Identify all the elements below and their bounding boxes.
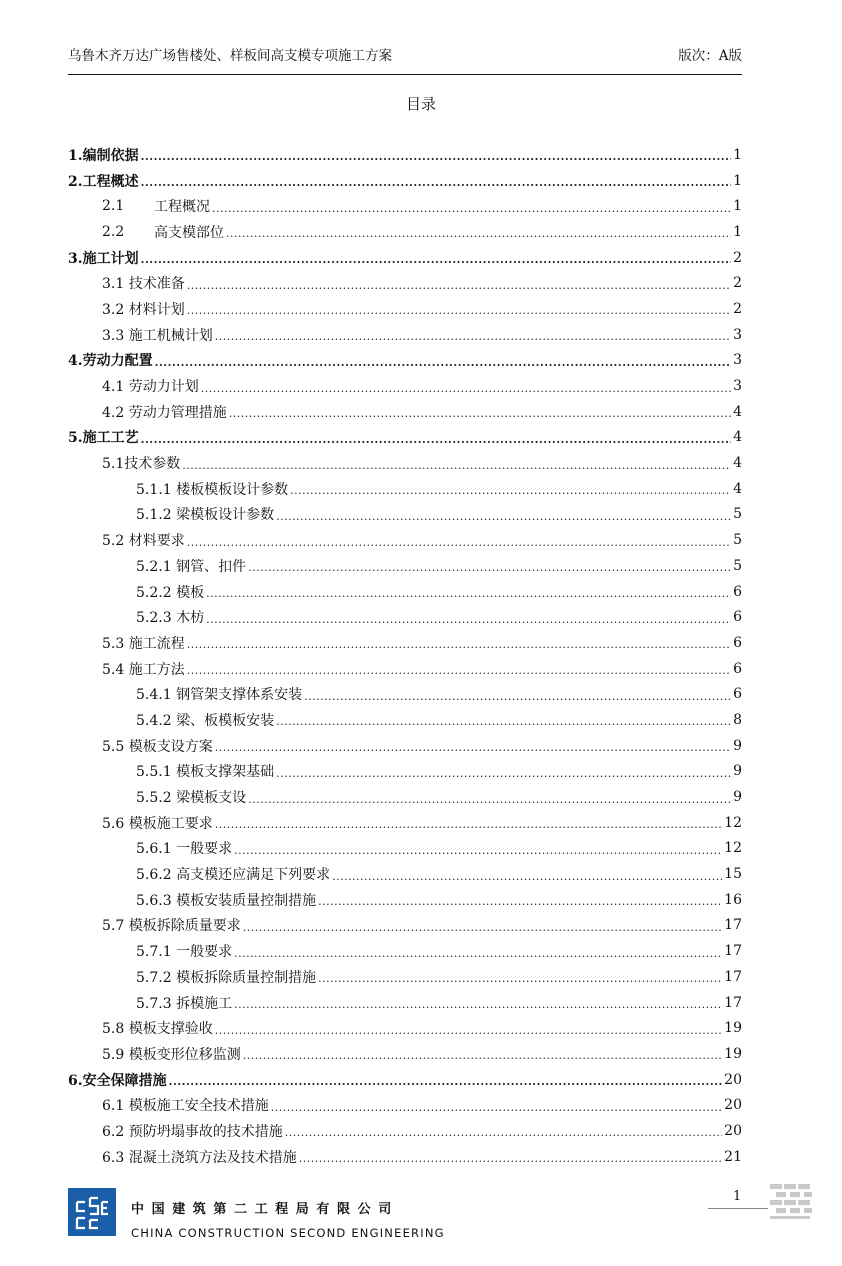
- toc-dot-leader: [290, 484, 731, 497]
- toc-entry[interactable]: [68, 502, 742, 528]
- toc-entry-page: 4: [733, 403, 742, 420]
- toc-entry-page: 8: [733, 711, 742, 728]
- toc-dot-leader: [141, 150, 731, 163]
- toc-entry-label: 高支模部位: [154, 224, 224, 241]
- toc-entry-label: 6.2 预防坍塌事故的技术措施: [102, 1123, 283, 1140]
- toc-entry-page: 6: [733, 583, 742, 600]
- toc-entry-label: 5.施工工艺: [68, 430, 139, 447]
- toc-dot-leader: [187, 304, 731, 317]
- toc-entry-page: 3: [733, 378, 742, 395]
- company-name-cn: 中国建筑第二工程局有限公司: [131, 1202, 399, 1217]
- toc-entry[interactable]: [68, 1092, 742, 1118]
- toc-dot-leader: [141, 253, 731, 266]
- toc-entry-label: 5.6.1 一般要求: [136, 841, 233, 858]
- toc-entry[interactable]: [68, 604, 742, 630]
- toc-entry[interactable]: [68, 707, 742, 733]
- toc-entry-label: 4.劳动力配置: [68, 353, 153, 370]
- toc-dot-leader: [229, 407, 731, 420]
- toc-heading: 目录: [405, 95, 436, 113]
- toc-entry[interactable]: [68, 399, 742, 425]
- toc-entry[interactable]: [68, 142, 742, 168]
- toc-entry[interactable]: [68, 425, 742, 451]
- header-divider: [68, 74, 742, 75]
- toc-entry[interactable]: [68, 887, 742, 913]
- toc-entry[interactable]: [68, 579, 742, 605]
- toc-entry-page: 3: [733, 326, 742, 343]
- toc-entry-page: 6: [733, 686, 742, 703]
- toc-dot-leader: [169, 1075, 723, 1088]
- toc-entry[interactable]: [68, 656, 742, 682]
- toc-entry-page: 4: [733, 455, 742, 472]
- toc-entry[interactable]: [68, 1015, 742, 1041]
- toc-entry-label: 2.工程概述: [68, 173, 139, 190]
- toc-entry[interactable]: [68, 1118, 742, 1144]
- toc-entry[interactable]: [68, 296, 742, 322]
- page-number: 1: [733, 1189, 742, 1204]
- toc-entry-label: 5.1.1 楼板模板设计参数: [136, 481, 289, 498]
- toc-entry[interactable]: [68, 836, 742, 862]
- toc-dot-leader: [318, 895, 722, 908]
- toc-entry-label: 1.编制依据: [68, 147, 139, 164]
- toc-entry[interactable]: [68, 553, 742, 579]
- toc-dot-leader: [276, 767, 731, 780]
- toc-dot-leader: [155, 356, 731, 369]
- toc-entry-page: 2: [733, 275, 742, 292]
- toc-entry-label: 5.6.3 模板安装质量控制措施: [136, 892, 317, 909]
- table-of-contents: [68, 142, 742, 1170]
- toc-dot-leader: [215, 818, 722, 831]
- toc-entry-label: 5.5.2 梁模板支设: [136, 790, 247, 807]
- toc-entry-label: 5.5 模板支设方案: [102, 738, 213, 755]
- toc-entry-page: 19: [724, 1045, 742, 1062]
- toc-dot-leader: [271, 1101, 722, 1114]
- toc-entry-label: 5.1技术参数: [102, 456, 181, 473]
- toc-entry[interactable]: [68, 784, 742, 810]
- toc-entry-page: 17: [724, 968, 742, 985]
- toc-entry-page: 6: [733, 634, 742, 651]
- toc-entry-label: 6.1 模板施工安全技术措施: [102, 1098, 269, 1115]
- toc-entry[interactable]: [68, 322, 742, 348]
- toc-entry[interactable]: [68, 861, 742, 887]
- toc-dot-leader: [187, 536, 731, 549]
- toc-dot-leader: [248, 793, 731, 806]
- toc-entry-page: 6: [733, 609, 742, 626]
- toc-dot-leader: [243, 1049, 722, 1062]
- toc-entry-label: 5.6.2 高支模还应满足下列要求: [136, 867, 331, 884]
- toc-dot-leader: [226, 227, 731, 240]
- toc-entry-label: 5.8 模板支撑验收: [102, 1021, 213, 1038]
- toc-dot-leader: [276, 715, 731, 728]
- toc-entry-label: 5.2.3 木枋: [136, 610, 205, 627]
- toc-entry-label: 5.7 模板拆除质量要求: [102, 918, 241, 935]
- toc-dot-leader: [299, 1152, 722, 1165]
- toc-entry[interactable]: [68, 373, 742, 399]
- toc-entry[interactable]: [68, 348, 742, 374]
- toc-dot-leader: [206, 587, 731, 600]
- toc-entry[interactable]: [68, 270, 742, 296]
- toc-entry-label: 5.7.2 模板拆除质量控制措施: [136, 969, 317, 986]
- toc-entry-label: 6.安全保障措施: [68, 1072, 167, 1089]
- toc-dot-leader: [234, 998, 722, 1011]
- decorative-stripes-icon: [768, 1182, 814, 1226]
- toc-entry-page: 17: [724, 943, 742, 960]
- toc-entry-page: 21: [724, 1148, 742, 1165]
- toc-dot-leader: [243, 921, 722, 934]
- toc-entry[interactable]: [68, 527, 742, 553]
- toc-entry-label: 5.7.3 拆模施工: [136, 995, 233, 1012]
- toc-dot-leader: [234, 947, 722, 960]
- toc-entry-page: 19: [724, 1020, 742, 1037]
- toc-entry-label: 5.7.1 一般要求: [136, 944, 233, 961]
- toc-entry[interactable]: [68, 193, 742, 219]
- toc-entry-page: 1: [733, 223, 742, 240]
- toc-entry[interactable]: [68, 681, 742, 707]
- toc-dot-leader: [234, 844, 722, 857]
- toc-entry-page: 15: [724, 866, 742, 883]
- toc-entry-label: 6.3 混凝土浇筑方法及技术措施: [102, 1149, 297, 1166]
- toc-entry-page: 20: [724, 1071, 742, 1088]
- toc-entry-number: 2.1: [102, 198, 125, 215]
- toc-entry-page: 17: [724, 917, 742, 934]
- toc-entry-page: 20: [724, 1097, 742, 1114]
- toc-entry-page: 5: [733, 557, 742, 574]
- toc-entry-label: 5.4.2 梁、板模板安装: [136, 712, 275, 729]
- toc-entry-page: 12: [724, 814, 742, 831]
- toc-entry-label: 5.6 模板施工要求: [102, 815, 213, 832]
- toc-entry[interactable]: [68, 476, 742, 502]
- toc-dot-leader: [182, 459, 731, 472]
- toc-dot-leader: [141, 176, 731, 189]
- toc-entry[interactable]: [68, 810, 742, 836]
- toc-entry[interactable]: [68, 990, 742, 1016]
- toc-entry-label: 3.3 施工机械计划: [102, 327, 213, 344]
- toc-entry[interactable]: [68, 168, 742, 194]
- toc-dot-leader: [187, 638, 731, 651]
- toc-entry[interactable]: [68, 630, 742, 656]
- toc-entry-page: 4: [733, 429, 742, 446]
- toc-entry[interactable]: [68, 450, 742, 476]
- toc-dot-leader: [248, 561, 731, 574]
- toc-entry-page: 3: [733, 352, 742, 369]
- toc-dot-leader: [215, 330, 731, 343]
- toc-dot-leader: [332, 870, 722, 883]
- toc-entry[interactable]: [68, 219, 742, 245]
- toc-entry-page: 5: [733, 506, 742, 523]
- toc-entry-page: 9: [733, 737, 742, 754]
- toc-entry-page: 17: [724, 994, 742, 1011]
- document-title: 乌鲁木齐万达广场售楼处、样板间高支模专项施工方案: [68, 48, 392, 64]
- toc-dot-leader: [276, 510, 731, 523]
- toc-entry-label: 4.1 劳动力计划: [102, 379, 199, 396]
- toc-dot-leader: [187, 279, 731, 292]
- toc-entry[interactable]: [68, 913, 742, 939]
- toc-dot-leader: [215, 1024, 722, 1037]
- toc-entry-page: 9: [733, 763, 742, 780]
- toc-entry-label: 5.2.2 模板: [136, 584, 205, 601]
- toc-entry-page: 2: [733, 249, 742, 266]
- toc-dot-leader: [141, 433, 731, 446]
- toc-dot-leader: [304, 690, 731, 703]
- toc-entry-label: 3.施工计划: [68, 250, 139, 267]
- toc-entry-label: 5.5.1 模板支撑架基础: [136, 764, 275, 781]
- toc-entry[interactable]: [68, 1067, 742, 1093]
- toc-dot-leader: [212, 202, 731, 215]
- toc-entry-label: 5.2 材料要求: [102, 533, 185, 550]
- toc-entry-page: 2: [733, 300, 742, 317]
- cscec-logo: [68, 1188, 116, 1236]
- toc-entry[interactable]: [68, 938, 742, 964]
- page-header: [68, 44, 742, 66]
- toc-entry-label: 5.4 施工方法: [102, 661, 185, 678]
- toc-entry-label: 5.4.1 钢管架支撑体系安装: [136, 687, 303, 704]
- toc-entry-page: 5: [733, 532, 742, 549]
- toc-entry-page: 1: [733, 172, 742, 189]
- toc-entry-label: 5.2.1 钢管、扣件: [136, 558, 247, 575]
- toc-entry[interactable]: [68, 964, 742, 990]
- toc-dot-leader: [187, 664, 731, 677]
- toc-dot-leader: [285, 1126, 722, 1139]
- toc-entry-number: 2.2: [102, 223, 125, 240]
- toc-entry-page: 6: [733, 660, 742, 677]
- toc-dot-leader: [215, 741, 731, 754]
- version-label: 版次：A版: [678, 48, 742, 64]
- toc-dot-leader: [206, 613, 731, 626]
- toc-entry[interactable]: [68, 759, 742, 785]
- toc-dot-leader: [318, 972, 722, 985]
- toc-entry-label: 3.1 技术准备: [102, 276, 185, 293]
- footer-rule: [708, 1208, 768, 1209]
- toc-entry-page: 1: [733, 198, 742, 215]
- toc-entry-page: 20: [724, 1122, 742, 1139]
- toc-entry[interactable]: [68, 1144, 742, 1170]
- toc-entry[interactable]: [68, 245, 742, 271]
- toc-dot-leader: [201, 382, 731, 395]
- toc-entry-label: 5.1.2 梁模板设计参数: [136, 507, 275, 524]
- toc-entry-label: 工程概况: [154, 199, 210, 216]
- toc-entry[interactable]: [68, 733, 742, 759]
- toc-entry-label: 5.3 施工流程: [102, 635, 185, 652]
- toc-entry-label: 3.2 材料计划: [102, 301, 185, 318]
- toc-entry-page: 4: [733, 480, 742, 497]
- toc-entry-page: 12: [724, 840, 742, 857]
- toc-entry-page: 9: [733, 789, 742, 806]
- company-name-en: CHINA CONSTRUCTION SECOND ENGINEERING: [131, 1226, 445, 1240]
- toc-entry-label: 4.2 劳动力管理措施: [102, 404, 227, 421]
- toc-entry[interactable]: [68, 1041, 742, 1067]
- toc-entry-label: 5.9 模板变形位移监测: [102, 1046, 241, 1063]
- toc-entry-page: 1: [733, 146, 742, 163]
- toc-entry-page: 16: [724, 891, 742, 908]
